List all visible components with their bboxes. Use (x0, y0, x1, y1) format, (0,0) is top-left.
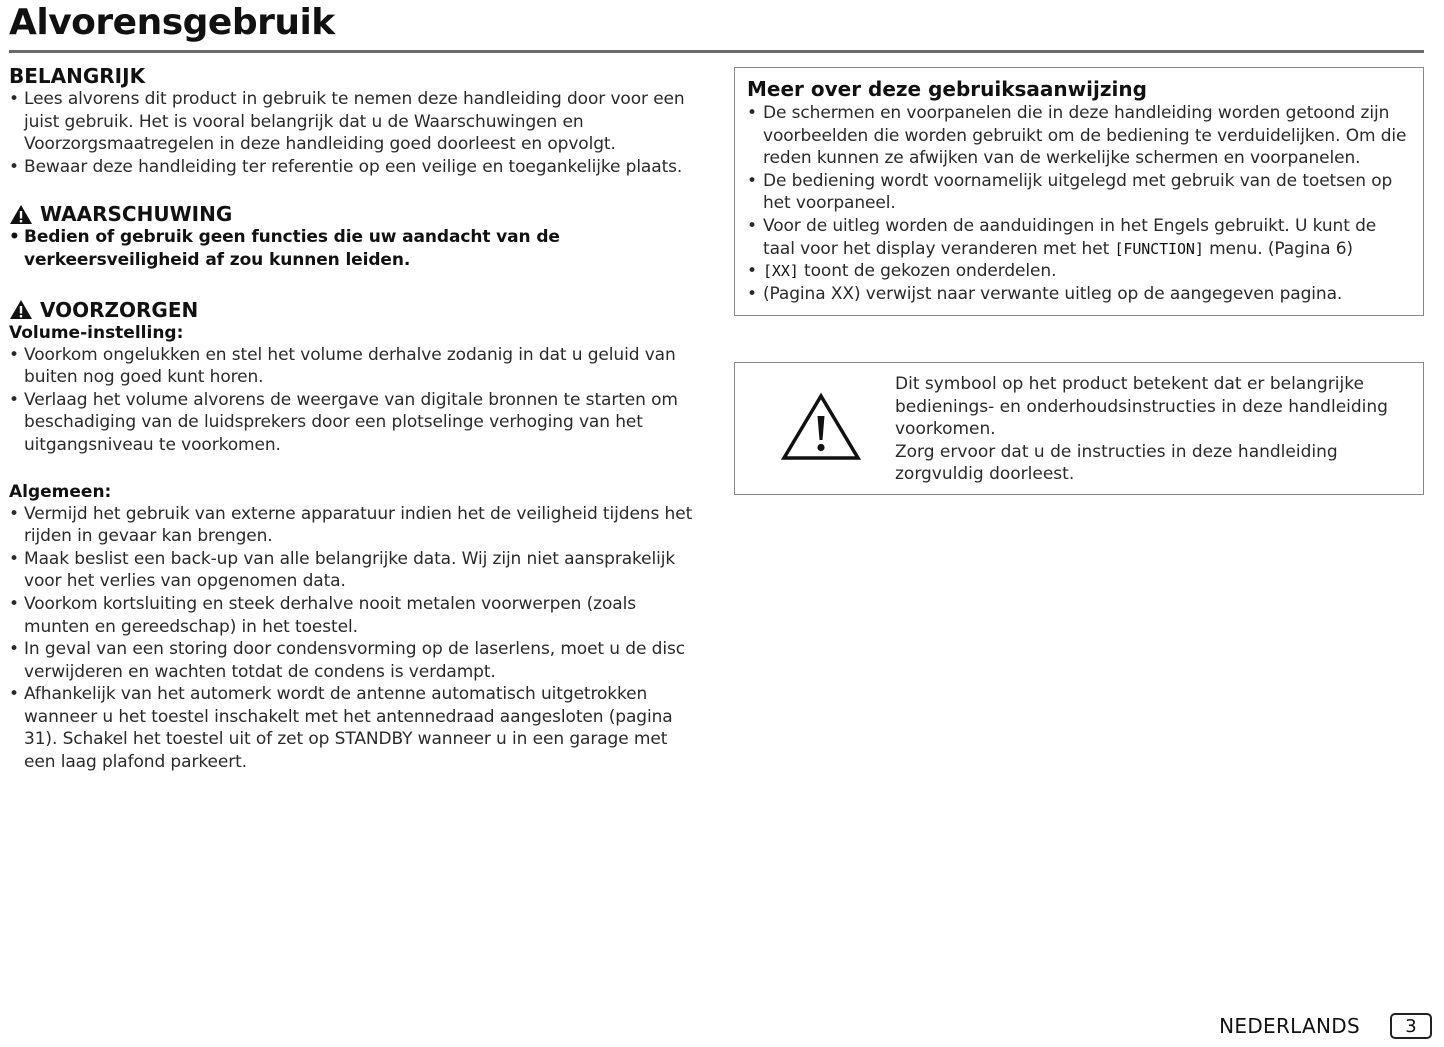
symbol-container (747, 372, 895, 462)
algemeen-heading: Algemeen: (9, 481, 112, 502)
list-item: • Afhankelijk van het automerk wordt de antenne automatisch uitgetrokken wanneer u het toestel inschakelt met het antennedraad aangesloten (pagina 31). Schakel het toestel uit of zet op STANDBY wanneer u in een garage met een laag plafond parkeert. (9, 683, 699, 773)
symbol-text-1: Dit symbool op het product betekent dat er belangrijke bedienings- en onderhoudsinstructies in deze handleiding voorkomen. (895, 374, 1388, 440)
manual-info-heading: Meer over deze gebruiksaanwijzing (747, 77, 1147, 101)
list-item-text: menu. (Pagina 6) (1203, 238, 1353, 259)
waarschuwing-list (9, 226, 699, 271)
list-item-text: Voor de uitleg worden de aanduidingen in het Engels gebruikt. U kunt de taal voor het display veranderen met het (763, 215, 1377, 259)
volume-heading: Volume-instelling: (9, 322, 184, 343)
belangrijk-list (9, 88, 699, 178)
title-divider (9, 50, 1424, 53)
xx-key-label: [XX] (763, 262, 799, 281)
list-item: • (Pagina XX) verwijst naar verwante uitleg op de aangegeven pagina. (747, 283, 1411, 306)
belangrijk-heading: BELANGRIJK (9, 64, 146, 88)
list-item: • Lees alvorens dit product in gebruik te nemen deze handleiding door voor een juist gebruik. Het is vooral belangrijk dat u de Waarschuwingen en Voorzorgsmaatregelen in deze handleiding goed doorleest en opvolgt. (9, 88, 699, 156)
list-item: • Maak beslist een back-up van alle belangrijke data. Wij zijn niet aansprakelijk voor het verlies van opgenomen data. (9, 548, 699, 593)
algemeen-list (9, 503, 699, 774)
list-item (747, 260, 1411, 283)
page-number: 3 (1390, 1013, 1432, 1039)
list-item: • Voorkom ongelukken en stel het volume derhalve zodanig in dat u geluid van buiten nog goed kunt horen. (9, 344, 699, 389)
symbol-description (895, 372, 1411, 486)
voorzorgen-heading: VOORZORGEN (40, 297, 199, 322)
list-item: • De schermen en voorpanelen die in deze handleiding worden getoond zijn voorbeelden die worden gebruikt om de bediening te verduidelijken. Om die reden kunnen ze afwijken van de werkelijke schermen en voorpanelen. (747, 102, 1411, 170)
manual-info-list (747, 102, 1411, 305)
warning-triangle-outline-icon (781, 392, 861, 462)
list-item: • Vermijd het gebruik van externe apparatuur indien het de veiligheid tijdens het rijden in gevaar kan brengen. (9, 503, 699, 548)
voorzorgen-header (9, 298, 699, 322)
list-item-text: toont de gekozen onderdelen. (798, 261, 1057, 282)
list-item: • Verlaag het volume alvorens de weergave van digitale bronnen te starten om beschadiging van de luidsprekers door een plotselinge verhoging van het uitgangsniveau te voorkomen. (9, 389, 699, 457)
right-column (734, 67, 1424, 485)
left-column (9, 64, 699, 774)
volume-list (9, 344, 699, 457)
list-item: • Bedien of gebruik geen functies die uw aandacht van de verkeersveiligheid af zou kunnen leiden. (9, 226, 699, 271)
warning-triangle-icon (9, 299, 33, 320)
page-title: Alvorensgebruik (9, 2, 335, 43)
waarschuwing-heading: WAARSCHUWING (40, 202, 233, 227)
language-label: NEDERLANDS (1219, 1014, 1360, 1038)
function-key-label: [FUNCTION] (1114, 239, 1204, 258)
waarschuwing-header (9, 202, 699, 226)
warning-triangle-icon (9, 204, 33, 225)
list-item (747, 215, 1411, 260)
list-item: • Bewaar deze handleiding ter referentie op een veilige en toegankelijke plaats. (9, 156, 699, 179)
list-item: • In geval van een storing door condensvorming op de laserlens, moet u de disc verwijderen en wachten totdat de condens is verdampt. (9, 638, 699, 683)
symbol-text-2: Zorg ervoor dat u de instructies in deze handleiding zorgvuldig doorleest. (895, 441, 1338, 485)
symbol-info-box (734, 362, 1424, 495)
manual-info-box (734, 67, 1424, 316)
list-item: • De bediening wordt voornamelijk uitgelegd met gebruik van de toetsen op het voorpaneel. (747, 170, 1411, 215)
list-item: • Voorkom kortsluiting en steek derhalve nooit metalen voorwerpen (zoals munten en gereedschap) in het toestel. (9, 593, 699, 638)
page-footer (1219, 1013, 1432, 1039)
